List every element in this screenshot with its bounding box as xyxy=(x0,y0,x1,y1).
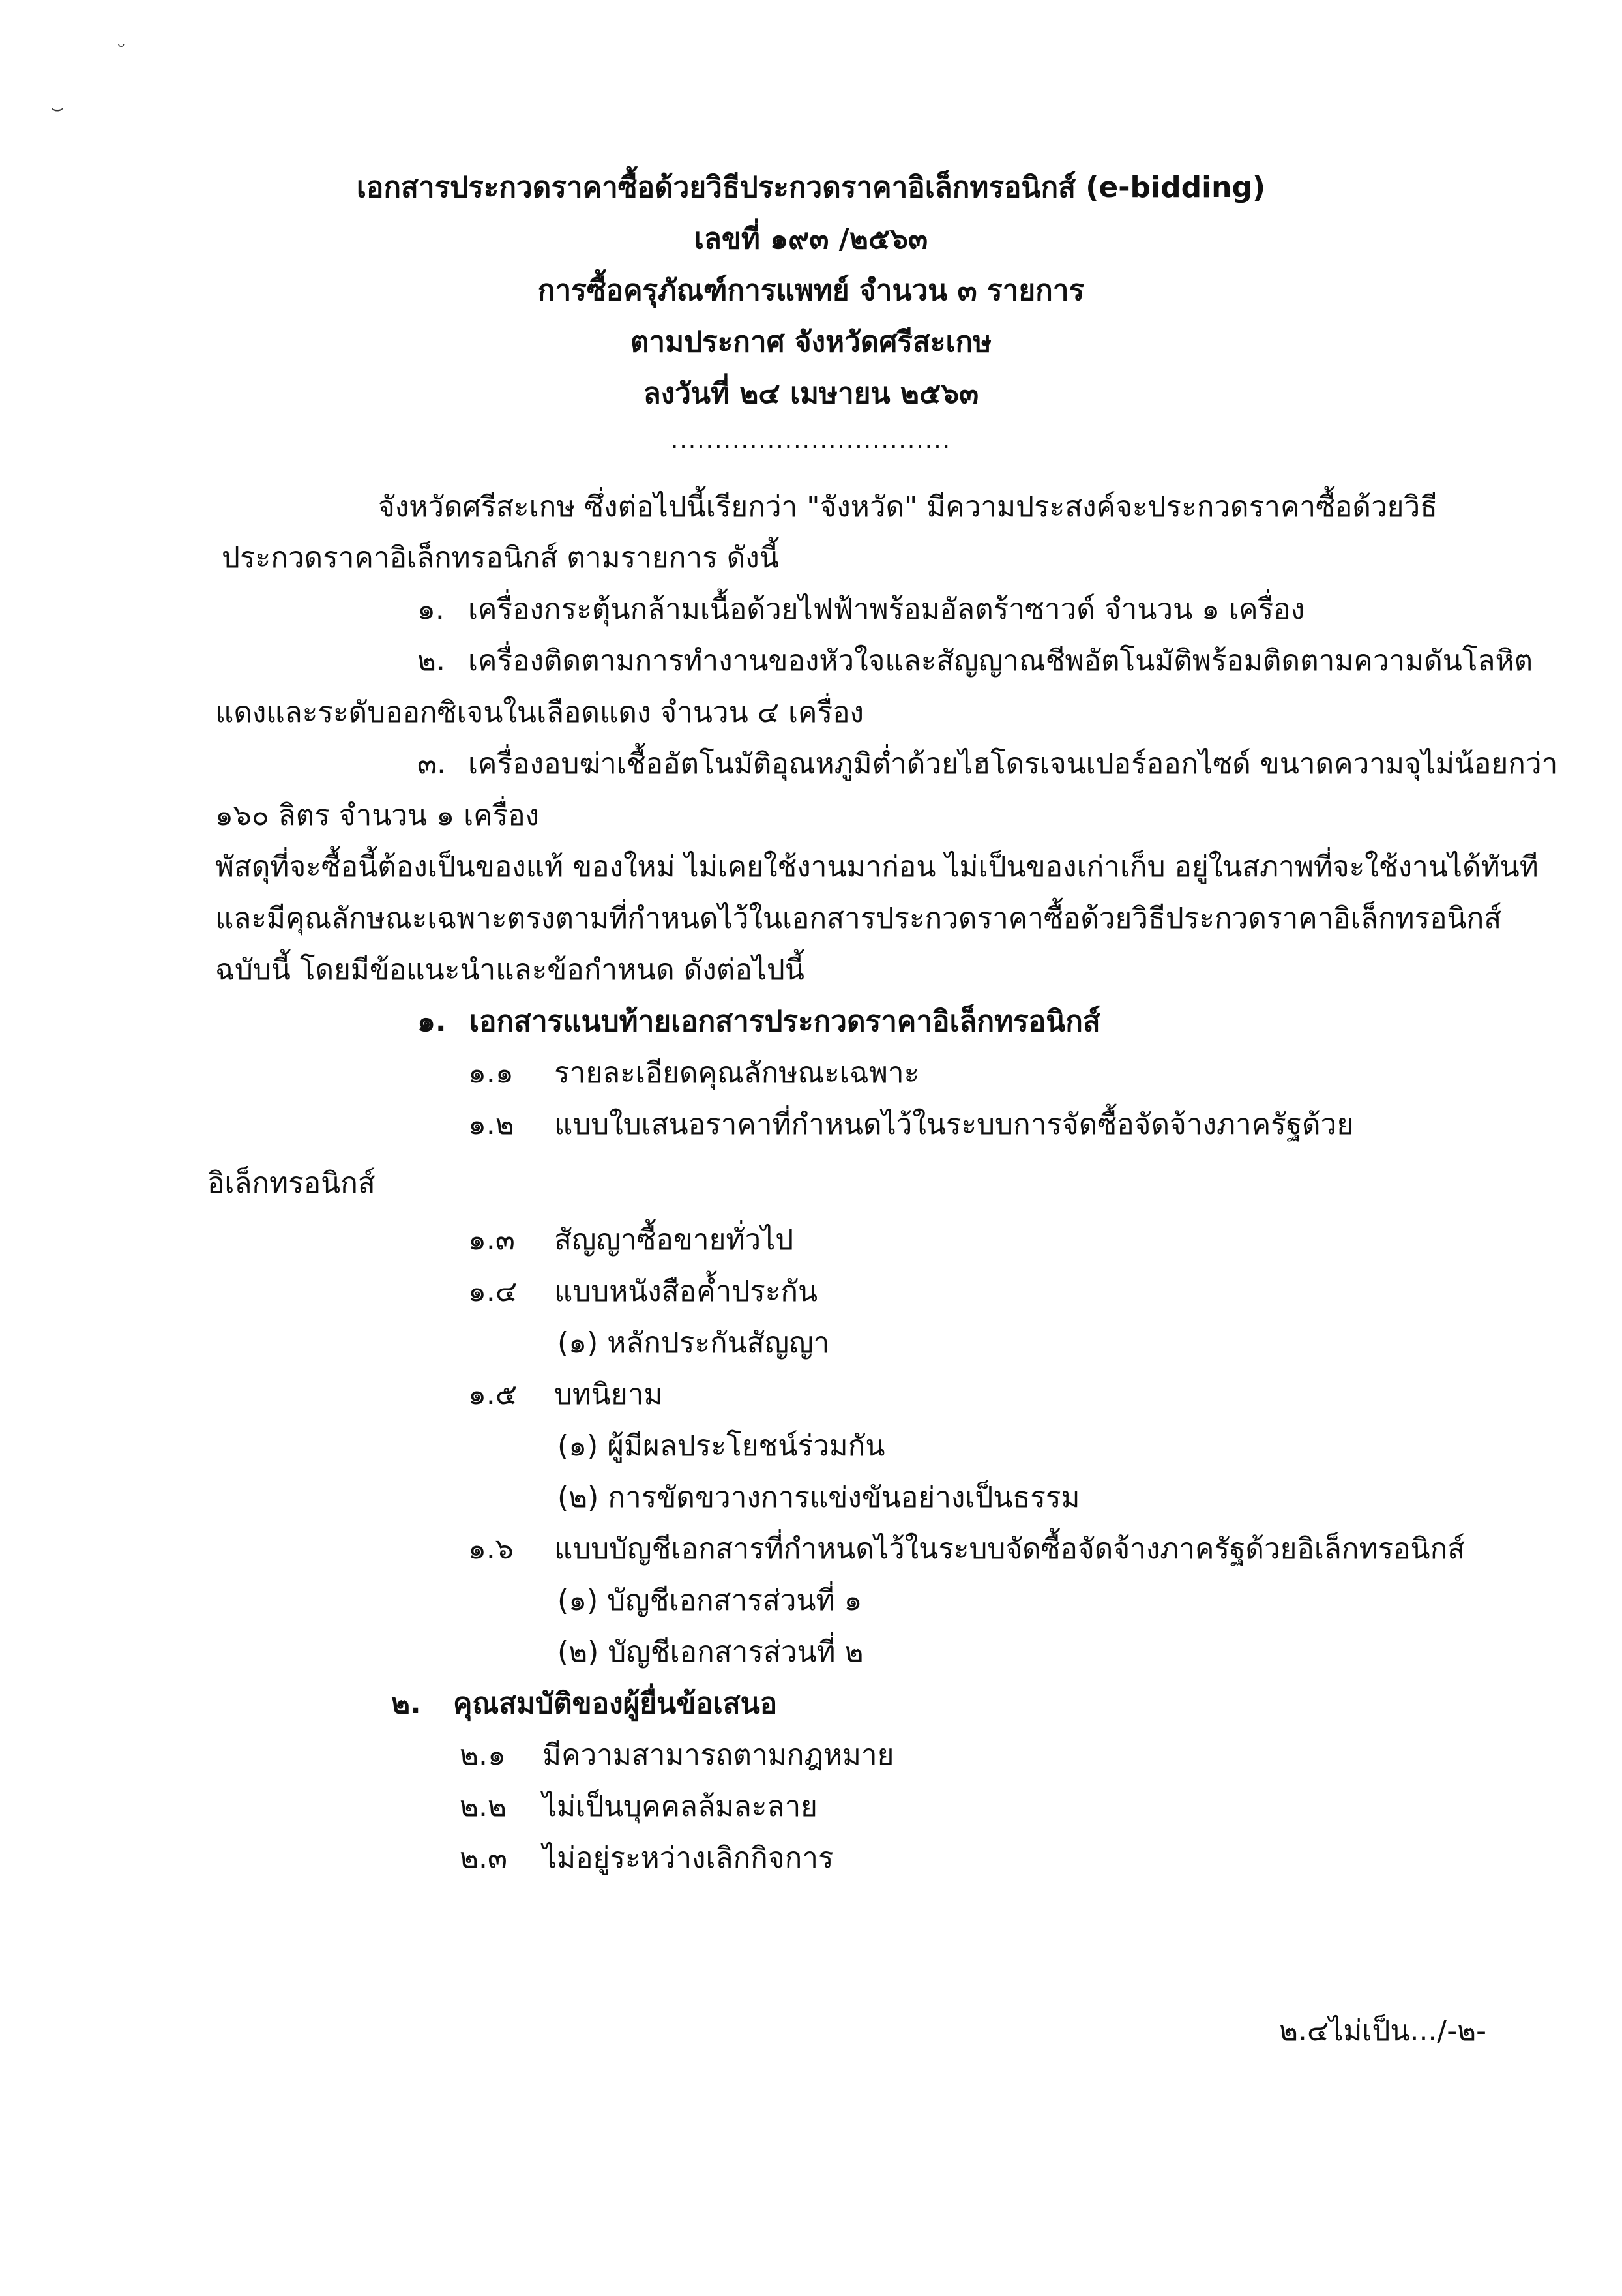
section-1-1-number: ๑.๑ xyxy=(468,1056,514,1090)
scan-mark: ⌣ xyxy=(51,97,64,119)
item-3-text: เครื่องอบฆ่าเชื้ออัตโนมัติอุณหภูมิต่ำด้วยไฮโดรเจนเปอร์ออกไซด์ ขนาดความจุไม่น้อยกว่า xyxy=(468,747,1558,781)
item-1-text: เครื่องกระตุ้นกล้ามเนื้อด้วยไฟฟ้าพร้อมอัลตร้าซาวด์ จำนวน ๑ เครื่อง xyxy=(468,593,1305,626)
section-2-1-text: มีความสามารถตามกฎหมาย xyxy=(542,1738,894,1772)
announcement-line: ตามประกาศ จังหวัดศรีสะเกษ xyxy=(630,325,992,359)
section-2-3-number: ๒.๓ xyxy=(460,1841,508,1875)
section-1-4-sub-1: (๑) หลักประกันสัญญา xyxy=(557,1326,830,1360)
section-1-6-number: ๑.๖ xyxy=(468,1532,514,1566)
section-2-number: ๒. xyxy=(391,1687,421,1720)
supplies-line-1: พัสดุที่จะซื้อนี้ต้องเป็นของแท้ ของใหม่ ไม่เคยใช้งานมาก่อน ไม่เป็นของเก่าเก็บ อยู่ในสภาพที่จะใช้งานได้ทันที xyxy=(215,850,1539,884)
section-1-2-text: แบบใบเสนอราคาที่กำหนดไว้ในระบบการจัดซื้อจัดจ้างภาครัฐด้วย xyxy=(554,1108,1354,1141)
document-number: เลขที่ ๑๙๓ /๒๕๖๓ xyxy=(694,222,928,256)
item-2-text-cont: แดงและระดับออกซิเจนในเลือดแดง จำนวน ๔ เครื่อง xyxy=(215,696,864,729)
item-3-text-cont: ๑๖๐ ลิตร จำนวน ๑ เครื่อง xyxy=(215,799,540,832)
section-1-5-sub-2: (๒) การขัดขวางการแข่งขันอย่างเป็นธรรม xyxy=(557,1481,1080,1514)
section-1-6-sub-1: (๑) บัญชีเอกสารส่วนที่ ๑ xyxy=(557,1584,863,1617)
separator-dots: ................................ xyxy=(670,427,952,454)
section-2-1-number: ๒.๑ xyxy=(460,1738,506,1772)
section-1-5-number: ๑.๕ xyxy=(468,1378,518,1411)
supplies-line-2: และมีคุณลักษณะเฉพาะตรงตามที่กำหนดไว้ในเอกสารประกวดราคาซื้อด้วยวิธีประกวดราคาอิเล็กทรอนิกส์ xyxy=(215,902,1502,935)
intro-line-1: จังหวัดศรีสะเกษ ซึ่งต่อไปนี้เรียกว่า "จังหวัด" มีความประสงค์จะประกวดราคาซื้อด้วยวิธี xyxy=(378,490,1438,524)
section-1-5-sub-1: (๑) ผู้มีผลประโยชน์ร่วมกัน xyxy=(557,1429,885,1463)
section-1-number: ๑. xyxy=(417,1005,447,1038)
item-2-text: เครื่องติดตามการทำงานของหัวใจและสัญญาณชีพอัตโนมัติพร้อมติดตามความดันโลหิต xyxy=(468,644,1533,678)
item-2-number: ๒. xyxy=(417,644,445,678)
section-1-6-text: แบบบัญชีเอกสารที่กำหนดไว้ในระบบจัดซื้อจัดจ้างภาครัฐด้วยอิเล็กทรอนิกส์ xyxy=(554,1532,1466,1566)
section-1-3-number: ๑.๓ xyxy=(468,1223,515,1257)
document-title: เอกสารประกวดราคาซื้อด้วยวิธีประกวดราคาอิเล็กทรอนิกส์ (e-bidding) xyxy=(356,171,1266,204)
section-1-2-cont: อิเล็กทรอนิกส์ xyxy=(207,1167,376,1200)
section-1-1-text: รายละเอียดคุณลักษณะเฉพาะ xyxy=(554,1056,920,1090)
intro-line-2: ประกวดราคาอิเล็กทรอนิกส์ ตามรายการ ดังนี้ xyxy=(222,541,779,574)
section-2-2-text: ไม่เป็นบุคคลล้มละลาย xyxy=(542,1790,818,1823)
scan-mark: ᵕ xyxy=(117,36,126,59)
section-1-3-text: สัญญาซื้อขายทั่วไป xyxy=(554,1223,794,1257)
section-2-heading: คุณสมบัติของผู้ยื่นข้อเสนอ xyxy=(453,1687,778,1720)
section-1-heading: เอกสารแนบท้ายเอกสารประกวดราคาอิเล็กทรอนิกส์ xyxy=(469,1005,1100,1038)
section-2-2-number: ๒.๒ xyxy=(460,1790,507,1823)
section-1-4-text: แบบหนังสือค้ำประกัน xyxy=(554,1275,818,1308)
section-1-2-number: ๑.๒ xyxy=(468,1108,514,1141)
document-subject: การซื้อครุภัณฑ์การแพทย์ จำนวน ๓ รายการ xyxy=(537,274,1085,307)
section-1-5-text: บทนิยาม xyxy=(554,1378,663,1411)
item-1-number: ๑. xyxy=(417,593,445,626)
section-1-6-sub-2: (๒) บัญชีเอกสารส่วนที่ ๒ xyxy=(557,1635,864,1669)
section-2-3-text: ไม่อยู่ระหว่างเลิกกิจการ xyxy=(542,1841,834,1875)
document-date: ลงวันที่ ๒๔ เมษายน ๒๕๖๓ xyxy=(643,377,979,410)
item-3-number: ๓. xyxy=(417,747,447,781)
supplies-line-3: ฉบับนี้ โดยมีข้อแนะนำและข้อกำหนด ดังต่อไปนี้ xyxy=(215,953,804,987)
section-1-4-number: ๑.๔ xyxy=(468,1275,518,1308)
next-page-reference: ๒.๔ไม่เป็น.../-๒- xyxy=(1278,2014,1486,2048)
